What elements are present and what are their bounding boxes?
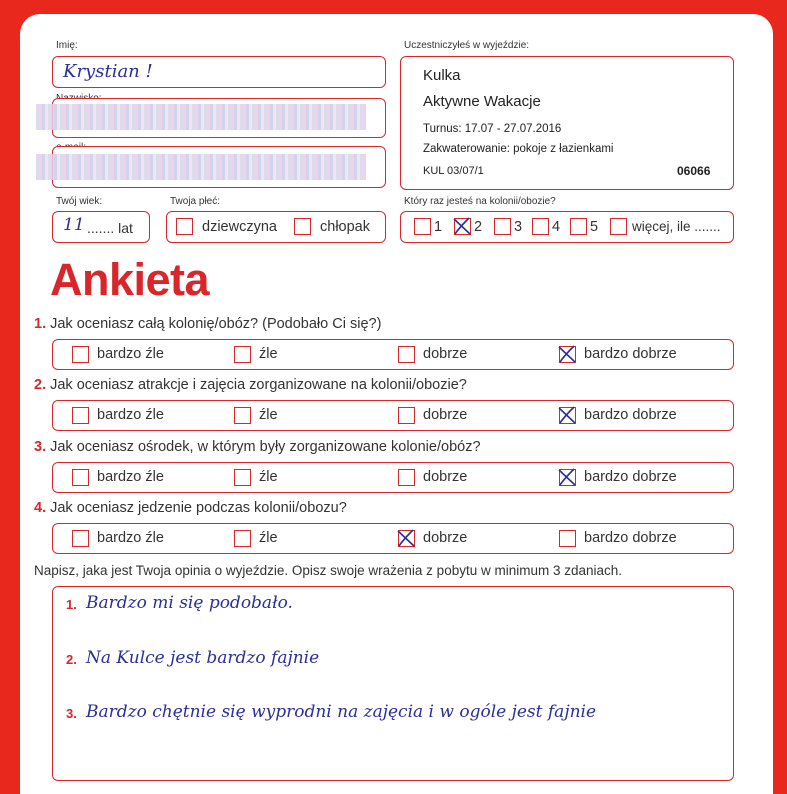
trip-term: Turnus: 17.07 - 27.07.2016 xyxy=(423,123,562,135)
times-4-checkbox[interactable] xyxy=(532,218,549,235)
question-1-option-4-checkbox[interactable] xyxy=(559,346,576,363)
question-3-option-3-label: dobrze xyxy=(423,469,468,485)
question-3-option-1-label: bardzo źle xyxy=(97,469,164,485)
times-2-checkbox[interactable] xyxy=(454,218,471,235)
question-1-option-1-label: bardzo źle xyxy=(97,346,164,362)
participant-label: Uczestniczyłeś w wyjeździe: xyxy=(404,40,530,51)
surname-redaction xyxy=(36,104,366,130)
question-1-option-4-label: bardzo dobrze xyxy=(584,346,677,362)
times-5-checkbox[interactable] xyxy=(570,218,587,235)
question-2-option-1-checkbox[interactable] xyxy=(72,407,89,424)
gender-boy-label: chłopak xyxy=(320,219,370,235)
opinion-line-text: Bardzo mi się podobało. xyxy=(86,593,293,613)
question-3-option-4-checkbox[interactable] xyxy=(559,469,576,486)
times-1-checkbox[interactable] xyxy=(414,218,431,235)
question-number: 1. xyxy=(34,316,47,332)
question-label: Jak oceniasz atrakcje i zajęcia zorganizowane na kolonii/obozie? xyxy=(46,377,467,393)
question-4-option-4-checkbox[interactable] xyxy=(559,530,576,547)
question-label: Jak oceniasz jedzenie podczas kolonii/obozu? xyxy=(46,500,347,516)
question-2-option-2-label: źle xyxy=(259,407,278,423)
question-number: 2. xyxy=(34,377,47,393)
gender-label: Twoja płeć: xyxy=(170,196,221,207)
opinion-line-number: 1. xyxy=(66,597,77,612)
opinion-line-text: Na Kulce jest bardzo fajnie xyxy=(86,648,320,668)
question-number: 4. xyxy=(34,500,47,516)
email-redaction xyxy=(36,154,366,180)
times-label: Który raz jesteś na kolonii/obozie? xyxy=(404,196,556,207)
trip-program: Aktywne Wakacje xyxy=(423,93,541,110)
question-2-option-3-label: dobrze xyxy=(423,407,468,423)
trip-name: Kulka xyxy=(423,67,461,84)
name-value: Krystian ! xyxy=(63,61,153,82)
question-4-option-2-label: źle xyxy=(259,530,278,546)
trip-number: 06066 xyxy=(677,164,711,178)
times-more-label: więcej, ile ....... xyxy=(632,219,721,234)
check-mark-icon xyxy=(557,344,577,364)
question-3-text xyxy=(34,439,481,455)
check-mark-icon xyxy=(557,467,577,487)
gender-girl-label: dziewczyna xyxy=(202,219,277,235)
times-3-checkbox[interactable] xyxy=(494,218,511,235)
question-2-option-3-checkbox[interactable] xyxy=(398,407,415,424)
question-3-option-2-label: źle xyxy=(259,469,278,485)
question-3-option-4-label: bardzo dobrze xyxy=(584,469,677,485)
question-3-option-1-checkbox[interactable] xyxy=(72,469,89,486)
trip-accommodation: Zakwaterowanie: pokoje z łazienkami xyxy=(423,143,614,155)
question-2-option-2-checkbox[interactable] xyxy=(234,407,251,424)
question-1-option-2-label: źle xyxy=(259,346,278,362)
age-field[interactable] xyxy=(52,211,150,243)
age-value: 11 xyxy=(63,215,85,235)
question-2-option-1-label: bardzo źle xyxy=(97,407,164,423)
question-1-option-1-checkbox[interactable] xyxy=(72,346,89,363)
question-3-option-3-checkbox[interactable] xyxy=(398,469,415,486)
name-label: Imię: xyxy=(56,40,78,51)
times-more-checkbox[interactable] xyxy=(610,218,627,235)
opinion-line-number: 2. xyxy=(66,652,77,667)
question-label: Jak oceniasz ośrodek, w którym były zorganizowane kolonie/obóz? xyxy=(46,439,481,455)
check-mark-icon xyxy=(557,405,577,425)
gender-girl-checkbox[interactable] xyxy=(176,218,193,235)
times-5-label: 5 xyxy=(590,219,599,235)
question-2-text xyxy=(34,377,467,393)
question-4-option-1-checkbox[interactable] xyxy=(72,530,89,547)
times-1-label: 1 xyxy=(434,219,443,235)
check-mark-icon xyxy=(452,216,472,236)
question-2-option-4-label: bardzo dobrze xyxy=(584,407,677,423)
times-3-label: 3 xyxy=(514,219,523,235)
times-4-label: 4 xyxy=(552,219,561,235)
trip-card xyxy=(400,56,734,190)
question-4-text xyxy=(34,500,347,516)
question-4-option-4-label: bardzo dobrze xyxy=(584,530,677,546)
gender-boy-checkbox[interactable] xyxy=(294,218,311,235)
question-3-option-2-checkbox[interactable] xyxy=(234,469,251,486)
question-1-option-3-label: dobrze xyxy=(423,346,468,362)
question-4-option-3-label: dobrze xyxy=(423,530,468,546)
age-label: Twój wiek: xyxy=(56,196,103,207)
survey-title: Ankieta xyxy=(50,254,210,305)
trip-code: KUL 03/07/1 xyxy=(423,165,484,177)
question-4-option-2-checkbox[interactable] xyxy=(234,530,251,547)
question-1-option-2-checkbox[interactable] xyxy=(234,346,251,363)
question-number: 3. xyxy=(34,439,47,455)
question-4-option-3-checkbox[interactable] xyxy=(398,530,415,547)
opinion-line-text: Bardzo chętnie się wyprodni na zajęcia i w ogóle jest fajnie xyxy=(86,702,597,722)
age-suffix: ....... lat xyxy=(87,220,133,236)
opinion-prompt: Napisz, jaka jest Twoja opinia o wyjeździe. Opisz swoje wrażenia z pobytu w minimum 3 zdaniach. xyxy=(34,563,623,578)
question-1-option-3-checkbox[interactable] xyxy=(398,346,415,363)
opinion-field[interactable] xyxy=(52,586,734,781)
opinion-line-number: 3. xyxy=(66,706,77,721)
times-2-label: 2 xyxy=(474,219,483,235)
name-field[interactable] xyxy=(52,56,386,88)
question-2-option-4-checkbox[interactable] xyxy=(559,407,576,424)
question-1-text xyxy=(34,316,381,332)
question-4-option-1-label: bardzo źle xyxy=(97,530,164,546)
question-label: Jak oceniasz całą kolonię/obóz? (Podobało Ci się?) xyxy=(46,316,382,332)
check-mark-icon xyxy=(396,528,416,548)
